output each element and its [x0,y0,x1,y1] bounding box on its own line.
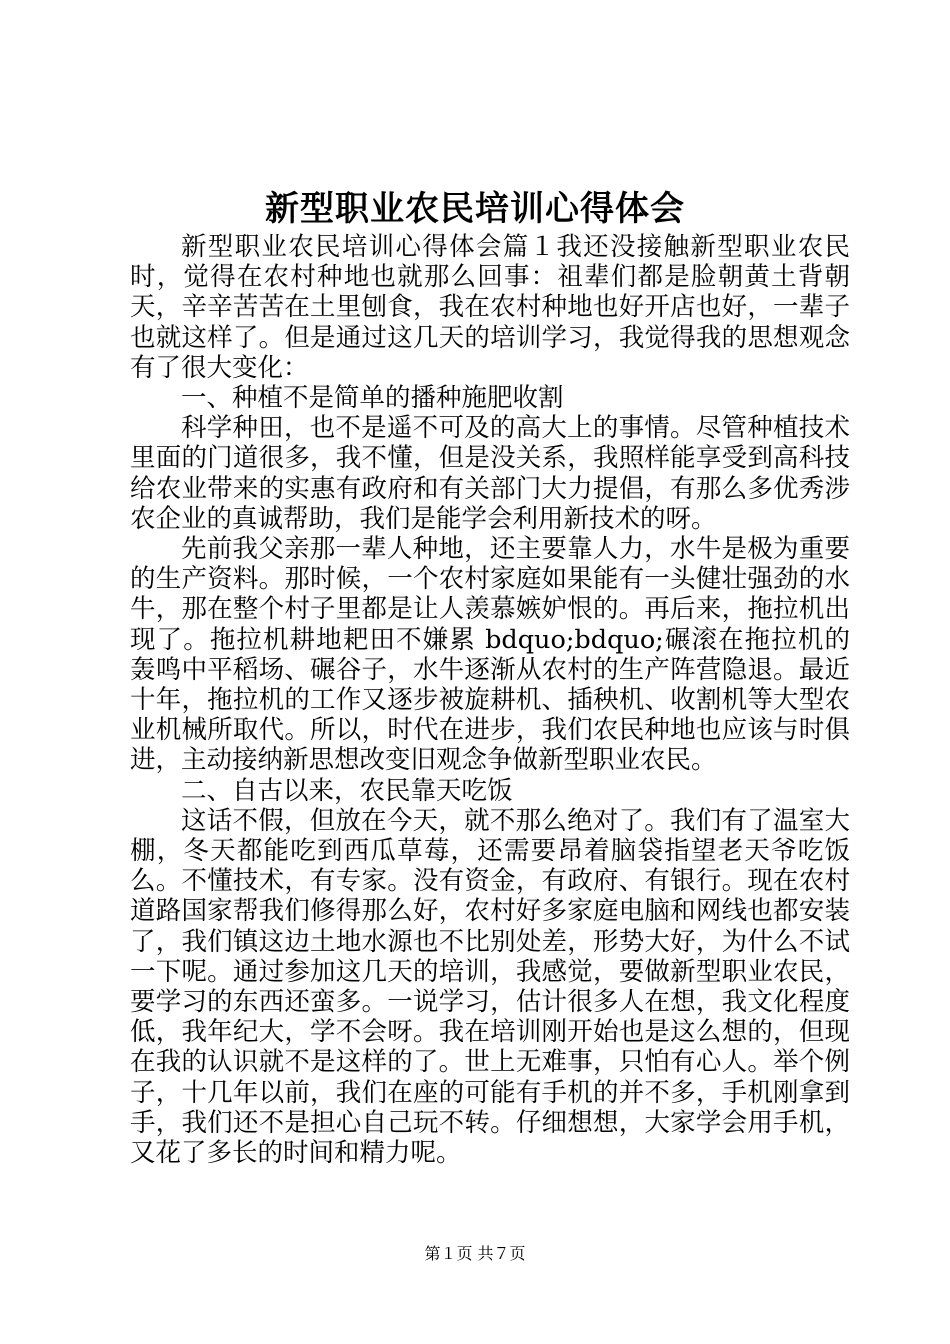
paragraph-history: 先前我父亲那一辈人种地，还主要靠人力，水牛是极为重要的生产资料。那时候，一个农村家庭如果能有一头健壮强劲的水牛，那在整个村子里都是让人羡慕嫉妒恨的。再后来，拖拉机出现了。拖拉机耕地耙田不嫌累 bdquo;bdquo;碾滚在拖拉机的轰鸣中平稻场、碾谷子，水牛逐渐从农村的生产阵营隐退。最近十年，拖拉机的工作又逐步被旋耕机、插秧机、收割机等大型农业机械所取代。所以，时代在进步，我们农民种地也应该与时俱进，主动接纳新思想改变旧观念争做新型职业农民。 [130,534,850,776]
section-heading-1: 一、种植不是简单的播种施肥收割 [181,383,564,414]
page-number-footer: 第１页 共７页 [424,1244,526,1263]
document-title: 新型职业农民培训心得体会 [265,189,685,229]
paragraph-intro: 新型职业农民培训心得体会篇１我还没接触新型职业农民时，觉得在农村种地也就那么回事：祖辈们都是脸朝黄土背朝天，辛辛苦苦在土里刨食，我在农村种地也好开店也好，一辈子也就这样了。但是通过这几天的培训学习，我觉得我的思想观念有了很大变化： [130,232,850,383]
document-body [130,232,850,1168]
section-heading-2: 二、自古以来，农民靠天吃饭 [181,775,513,806]
paragraph-modern-farming: 这话不假，但放在今天，就不那么绝对了。我们有了温室大棚，冬天都能吃到西瓜草莓，还需要昂着脑袋指望老天爷吃饭么。不懂技术，有专家。没有资金，有政府、有银行。现在农村道路国家帮我们修得那么好，农村好多家庭电脑和网线也都安装了，我们镇这边土地水源也不比别处差，形势大好，为什么不试一下呢。通过参加这几天的培训，我感觉，要做新型职业农民，要学习的东西还蛮多。一说学习，估计很多人在想，我文化程度低，我年纪大，学不会呀。我在培训刚开始也是这么想的，但现在我的认识就不是这样的了。世上无难事，只怕有心人。举个例子，十几年以前，我们在座的可能有手机的并不多，手机刚拿到手，我们还不是担心自己玩不转。仔细想想，大家学会用手机，又花了多长的时间和精力呢。 [130,805,850,1169]
paragraph-science-farming: 科学种田，也不是遥不可及的高大上的事情。尽管种植技术里面的门道很多，我不懂，但是没关系，我照样能享受到高科技给农业带来的实惠有政府和有关部门大力提倡，有那么多优秀涉农企业的真诚帮助，我们是能学会利用新技术的呀。 [130,413,850,534]
